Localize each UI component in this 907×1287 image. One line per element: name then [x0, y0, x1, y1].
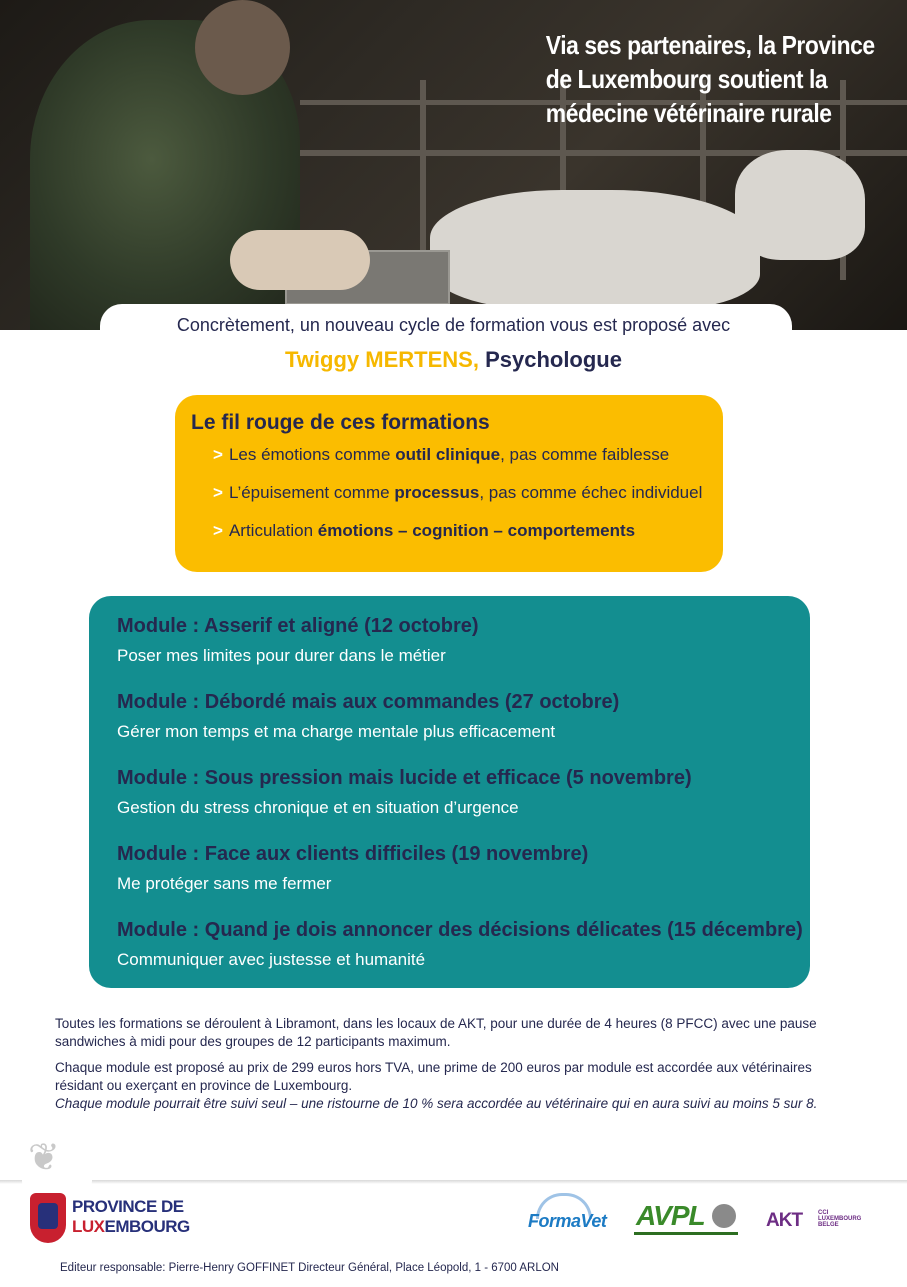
- module-title: Module : Face aux clients difficiles (19 novembre): [117, 843, 589, 865]
- fil-rouge-item: [213, 445, 723, 483]
- fil-rouge-item-text: [229, 483, 702, 503]
- fil-rouge-text-before: Les émotions comme: [228, 445, 396, 464]
- module-item: [117, 614, 810, 690]
- calf: [735, 150, 865, 260]
- arrow-icon: >: [213, 521, 223, 540]
- module-item: [117, 842, 810, 918]
- fil-rouge-text-after: , pas comme échec individuel: [479, 483, 703, 502]
- module-subtitle: Gestion du stress chronique et en situation d’urgence: [117, 798, 519, 817]
- akt-logo[interactable]: [766, 1210, 862, 1232]
- fil-rouge-text-bold: processus: [394, 483, 480, 502]
- hero-title: Via ses partenaires, la Province de Luxembourg soutient la médecine vétérinaire rurale: [545, 30, 875, 128]
- info-price: Chaque module est proposé au prix de 299 euros hors TVA, une prime de 200 euros par module est accordée aux vétérinaires résidant ou exerçant en province de Luxembourg.: [55, 1060, 812, 1093]
- fil-rouge-item: [213, 483, 723, 521]
- module-subtitle: Gérer mon temps et ma charge mentale plus efficacement: [117, 722, 556, 741]
- avpl-emblem-icon: [712, 1204, 736, 1228]
- modules-box: [89, 596, 810, 988]
- trainer-name: Twiggy MERTENS,: [285, 347, 479, 372]
- info-location: Toutes les formations se déroulent à Libramont, dans les locaux de AKT, pour une durée de 4 heures (8 PFCC) avec une pause sandwiches à midi pour des groupes de 12 participants maximum.: [55, 1016, 817, 1049]
- veterinarian-head: [195, 0, 290, 95]
- module-subtitle: Poser mes limites pour durer dans le métier: [117, 646, 446, 665]
- arrow-icon: >: [213, 483, 223, 502]
- province-logo-line1: PROVINCE DE: [72, 1197, 184, 1216]
- avpl-logo[interactable]: [634, 1198, 738, 1242]
- formavet-logo-text: FormaVet: [528, 1211, 607, 1231]
- module-title: Module : Sous pression mais lucide et efficace (5 novembre): [117, 767, 692, 789]
- formavet-logo[interactable]: [524, 1205, 607, 1241]
- trainer-role: Psychologue: [485, 347, 622, 372]
- fil-rouge-text-before: Articulation: [228, 521, 318, 540]
- module-item: [117, 766, 810, 842]
- fil-rouge-title: Le fil rouge de ces formations: [191, 411, 490, 434]
- fil-rouge-text-bold: émotions – cognition – comportements: [317, 521, 636, 540]
- intro-line: Concrètement, un nouveau cycle de formation vous est proposé avec: [176, 315, 731, 335]
- province-logo[interactable]: [30, 1185, 190, 1250]
- module-subtitle: Me protéger sans me fermer: [117, 874, 332, 893]
- editor-line: Editeur responsable: Pierre-Henry GOFFINET Directeur Général, Place Léopold, 1 - 6700 ARLON: [60, 1262, 559, 1274]
- module-item: [117, 918, 810, 994]
- fil-rouge-text-before: L’épuisement comme: [228, 483, 395, 502]
- module-title: Module : Quand je dois annoncer des décisions délicates (15 décembre): [117, 919, 803, 941]
- hero-photo: [0, 0, 907, 330]
- province-emblem-icon: [30, 1193, 66, 1243]
- province-logo-lux: LUX: [72, 1217, 105, 1236]
- akt-logo-sub: CCI LUXEMBOURG BELGE: [818, 1210, 862, 1228]
- fil-rouge-item: [213, 521, 723, 559]
- calf: [430, 190, 760, 310]
- avpl-underline: [634, 1232, 738, 1235]
- module-item: [117, 690, 810, 766]
- veterinarian-hands: [230, 230, 370, 290]
- province-logo-embourg: EMBOURG: [104, 1217, 190, 1236]
- fil-rouge-text-bold: outil clinique: [395, 445, 501, 464]
- info-discount: Chaque module pourrait être suivi seul – une ristourne de 10 % sera accordée au vétérinaire qui en aura suivi au moins 5 sur 8.: [55, 1096, 818, 1111]
- pointer-icon: [38, 1250, 56, 1264]
- fil-rouge-box: [175, 395, 723, 572]
- akt-logo-text: AKT: [766, 1210, 803, 1231]
- footer-shadow: [0, 1180, 907, 1184]
- module-subtitle: Communiquer avec justesse et humanité: [117, 950, 426, 969]
- trainer-line: [0, 347, 907, 373]
- fil-rouge-item-text: [229, 521, 635, 541]
- fil-rouge-item-text: [229, 445, 669, 465]
- module-title: Module : Asserif et aligné (12 octobre): [117, 615, 479, 637]
- avpl-logo-text: AVPL: [636, 1200, 705, 1231]
- info-section: [55, 1015, 855, 1121]
- arrow-icon: >: [213, 445, 223, 464]
- fil-rouge-text-after: , pas comme faiblesse: [500, 445, 670, 464]
- module-title: Module : Débordé mais aux commandes (27 octobre): [117, 691, 620, 713]
- chamois-icon: ❦: [28, 1137, 60, 1179]
- province-logo-line2: [72, 1217, 190, 1237]
